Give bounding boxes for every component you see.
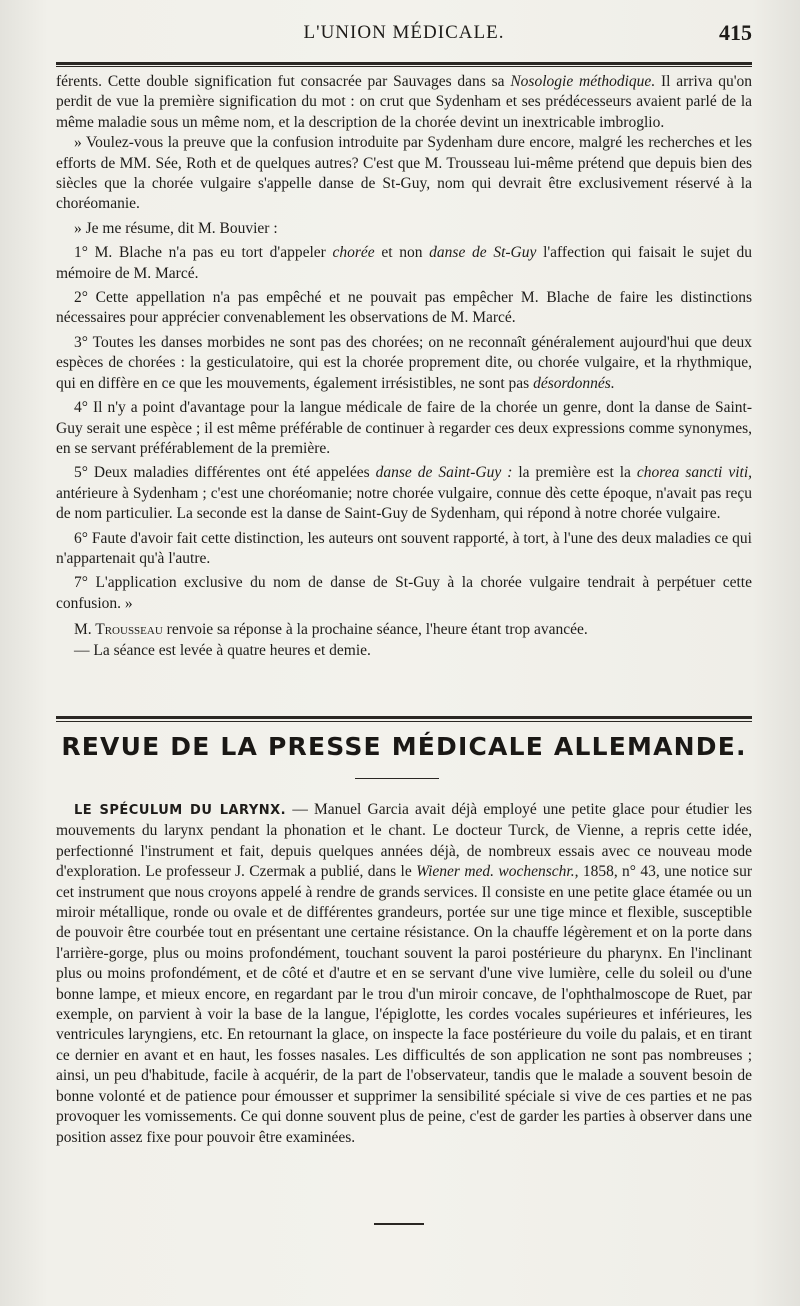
running-title: L'UNION MÉDICALE. xyxy=(303,22,505,43)
page-number: 415 xyxy=(719,20,752,45)
paragraph: » Voulez-vous la preuve que la confusion introduite par Sydenham dure encore, malgré les recherches et les efforts de MM. Sée, Roth et de quelques autres? C'est que M. Trousseau lui-même prétend que depuis bien des siècles que la chorée vulgaire s'appelle danse de St-Guy, nom qui devrait être exclusivement réservé à la choréomanie. xyxy=(56,134,752,213)
paragraph: » Je me résume, dit M. Bouvier : xyxy=(74,219,278,237)
conclusion-item: 7° L'application exclusive du nom de danse de St-Guy à la chorée vulgaire tendrait à perpétuer cette confusion. » xyxy=(56,574,752,612)
conclusion-item: 1° M. Blache n'a pas eu tort d'appeler chorée et non danse de St-Guy l'affection qui faisait le sujet du mémoire de M. Marcé. xyxy=(56,244,753,282)
article-lead: LE SPÉCULUM DU LARYNX. xyxy=(74,803,287,818)
paragraph: férents. Cette double signification fut consacrée par Sauvages dans sa Nosologie méthodique. Il arriva qu'on perdit de vue la première signification du mot : on crut que Sydenham et ses prédécesseurs avaient parlé de la même maladie sous un même nom, et la description de la chorée devint un inextricable imbroglio. xyxy=(56,73,752,131)
conclusion-item: 4° Il n'y a point d'avantage pour la langue médicale de faire de la chorée un genre, dont la danse de Saint-Guy serait une espèce ; il est même préférable de continuer à regarder ces deux expressions comme synonymes, en se servant préférablement de la première. xyxy=(56,399,752,457)
section-rule-thin xyxy=(56,721,752,722)
header-rule-thin xyxy=(56,66,752,67)
paragraph: — La séance est levée à quatre heures et demie. xyxy=(74,641,371,659)
article-body xyxy=(56,800,752,1148)
conclusion-item: 2° Cette appellation n'a pas empêché et ne pouvait pas empêcher M. Blache de faire les distinctions nécessaires pour apprécier convenablement les observations de M. Marcé. xyxy=(56,289,752,327)
running-head xyxy=(56,20,752,48)
conclusion-item: 5° Deux maladies différentes ont été appelées danse de Saint-Guy : la première est la chorea sancti viti, antérieure à Sydenham ; c'est une choréomanie; notre chorée vulgaire, connue dès cette époque, n'avait pas reçu de nom particulier. La seconde est la danse de Saint-Guy de Sydenham, qui répond à notre chorée vulgaire. xyxy=(56,464,753,523)
title-rule xyxy=(355,778,439,779)
paragraph: LE SPÉCULUM DU LARYNX. — Manuel Garcia avait déjà employé une petite glace pour étudier les mouvements du larynx pendant la phonation et le chant. Le docteur Turck, de Vienne, a repris cette idée, perfectionné l'instrument et fait, depuis quelques années déjà, de nombreux essais avec ce nouveau mode d'exploration. Le professeur J. Czermak a publié, dans le Wiener med. wochenschr., 1858, n° 43, une notice sur cet instrument que nous croyons appelé à rendre de grands services. Il consiste en une petite glace étamée ou un miroir métallique, ronde ou ovale et de différentes grandeurs, portée sur une tige mince et flexible, susceptible de pouvoir être courbée tout en présentant une certaine résistance. On la chauffe légèrement et on la porte dans l'arrière-gorge, plus ou moins profondément, touchant souvent la paroi postérieure du pharynx. En l'inclinant plus ou moins profondément, et de côté et d'autre et en se servant d'une vive lumière, celle du soleil ou d'une bonne lampe, et mieux encore, en regardant par le trou d'un miroir concave, de l'ophthalmoscope de Ruet, par exemple, on parvient à voir la base de la langue, l'épiglotte, les cordes vocales supérieures et inférieures, les ventricules laryngiens, etc. En retournant la glace, on inspecte la face postérieure du voile du palais, et en tirant ce dernier en avant et en haut, les fosses nasales. Les difficultés de son application ne sont pas nombreuses ; ainsi, un peu d'habitude, facile à acquérir, de la part de l'observateur, tandis que le malade a souvent besoin de bonne volonté et de patience pour émousser et supprimer la sensibilité spéciale si vive de ces parties et ne pas provoquer les vomissements. Ce qui donne souvent plus de peine, c'est de garder les parties à observer dans une position assez fixe pour pouvoir être examinées. xyxy=(56,801,753,1146)
header-rule xyxy=(56,62,752,65)
section-rule xyxy=(56,716,752,719)
end-rule xyxy=(374,1223,424,1225)
conclusion-item: 3° Toutes les danses morbides ne sont pas des chorées; on ne reconnaît généralement aujourd'hui que deux espèces de chorées : la gesticulatoire, qui est la chorée proprement dite, ou chorée vulgaire, et la rhythmique, qui en diffère en ce que les mouvements, également irrésistibles, ne sont pas désordonnés. xyxy=(56,333,752,392)
paragraph: M. Trousseau renvoie sa réponse à la prochaine séance, l'heure étant trop avancée. xyxy=(74,621,588,639)
article-title: REVUE DE LA PRESSE MÉDICALE ALLEMANDE. xyxy=(61,732,747,761)
conclusion-item: 6° Faute d'avoir fait cette distinction, les auteurs ont souvent rapporté, à tort, à l'une des deux maladies ce qui n'appartenait qu'à l'autre. xyxy=(56,529,752,567)
continuation-text xyxy=(56,72,752,661)
